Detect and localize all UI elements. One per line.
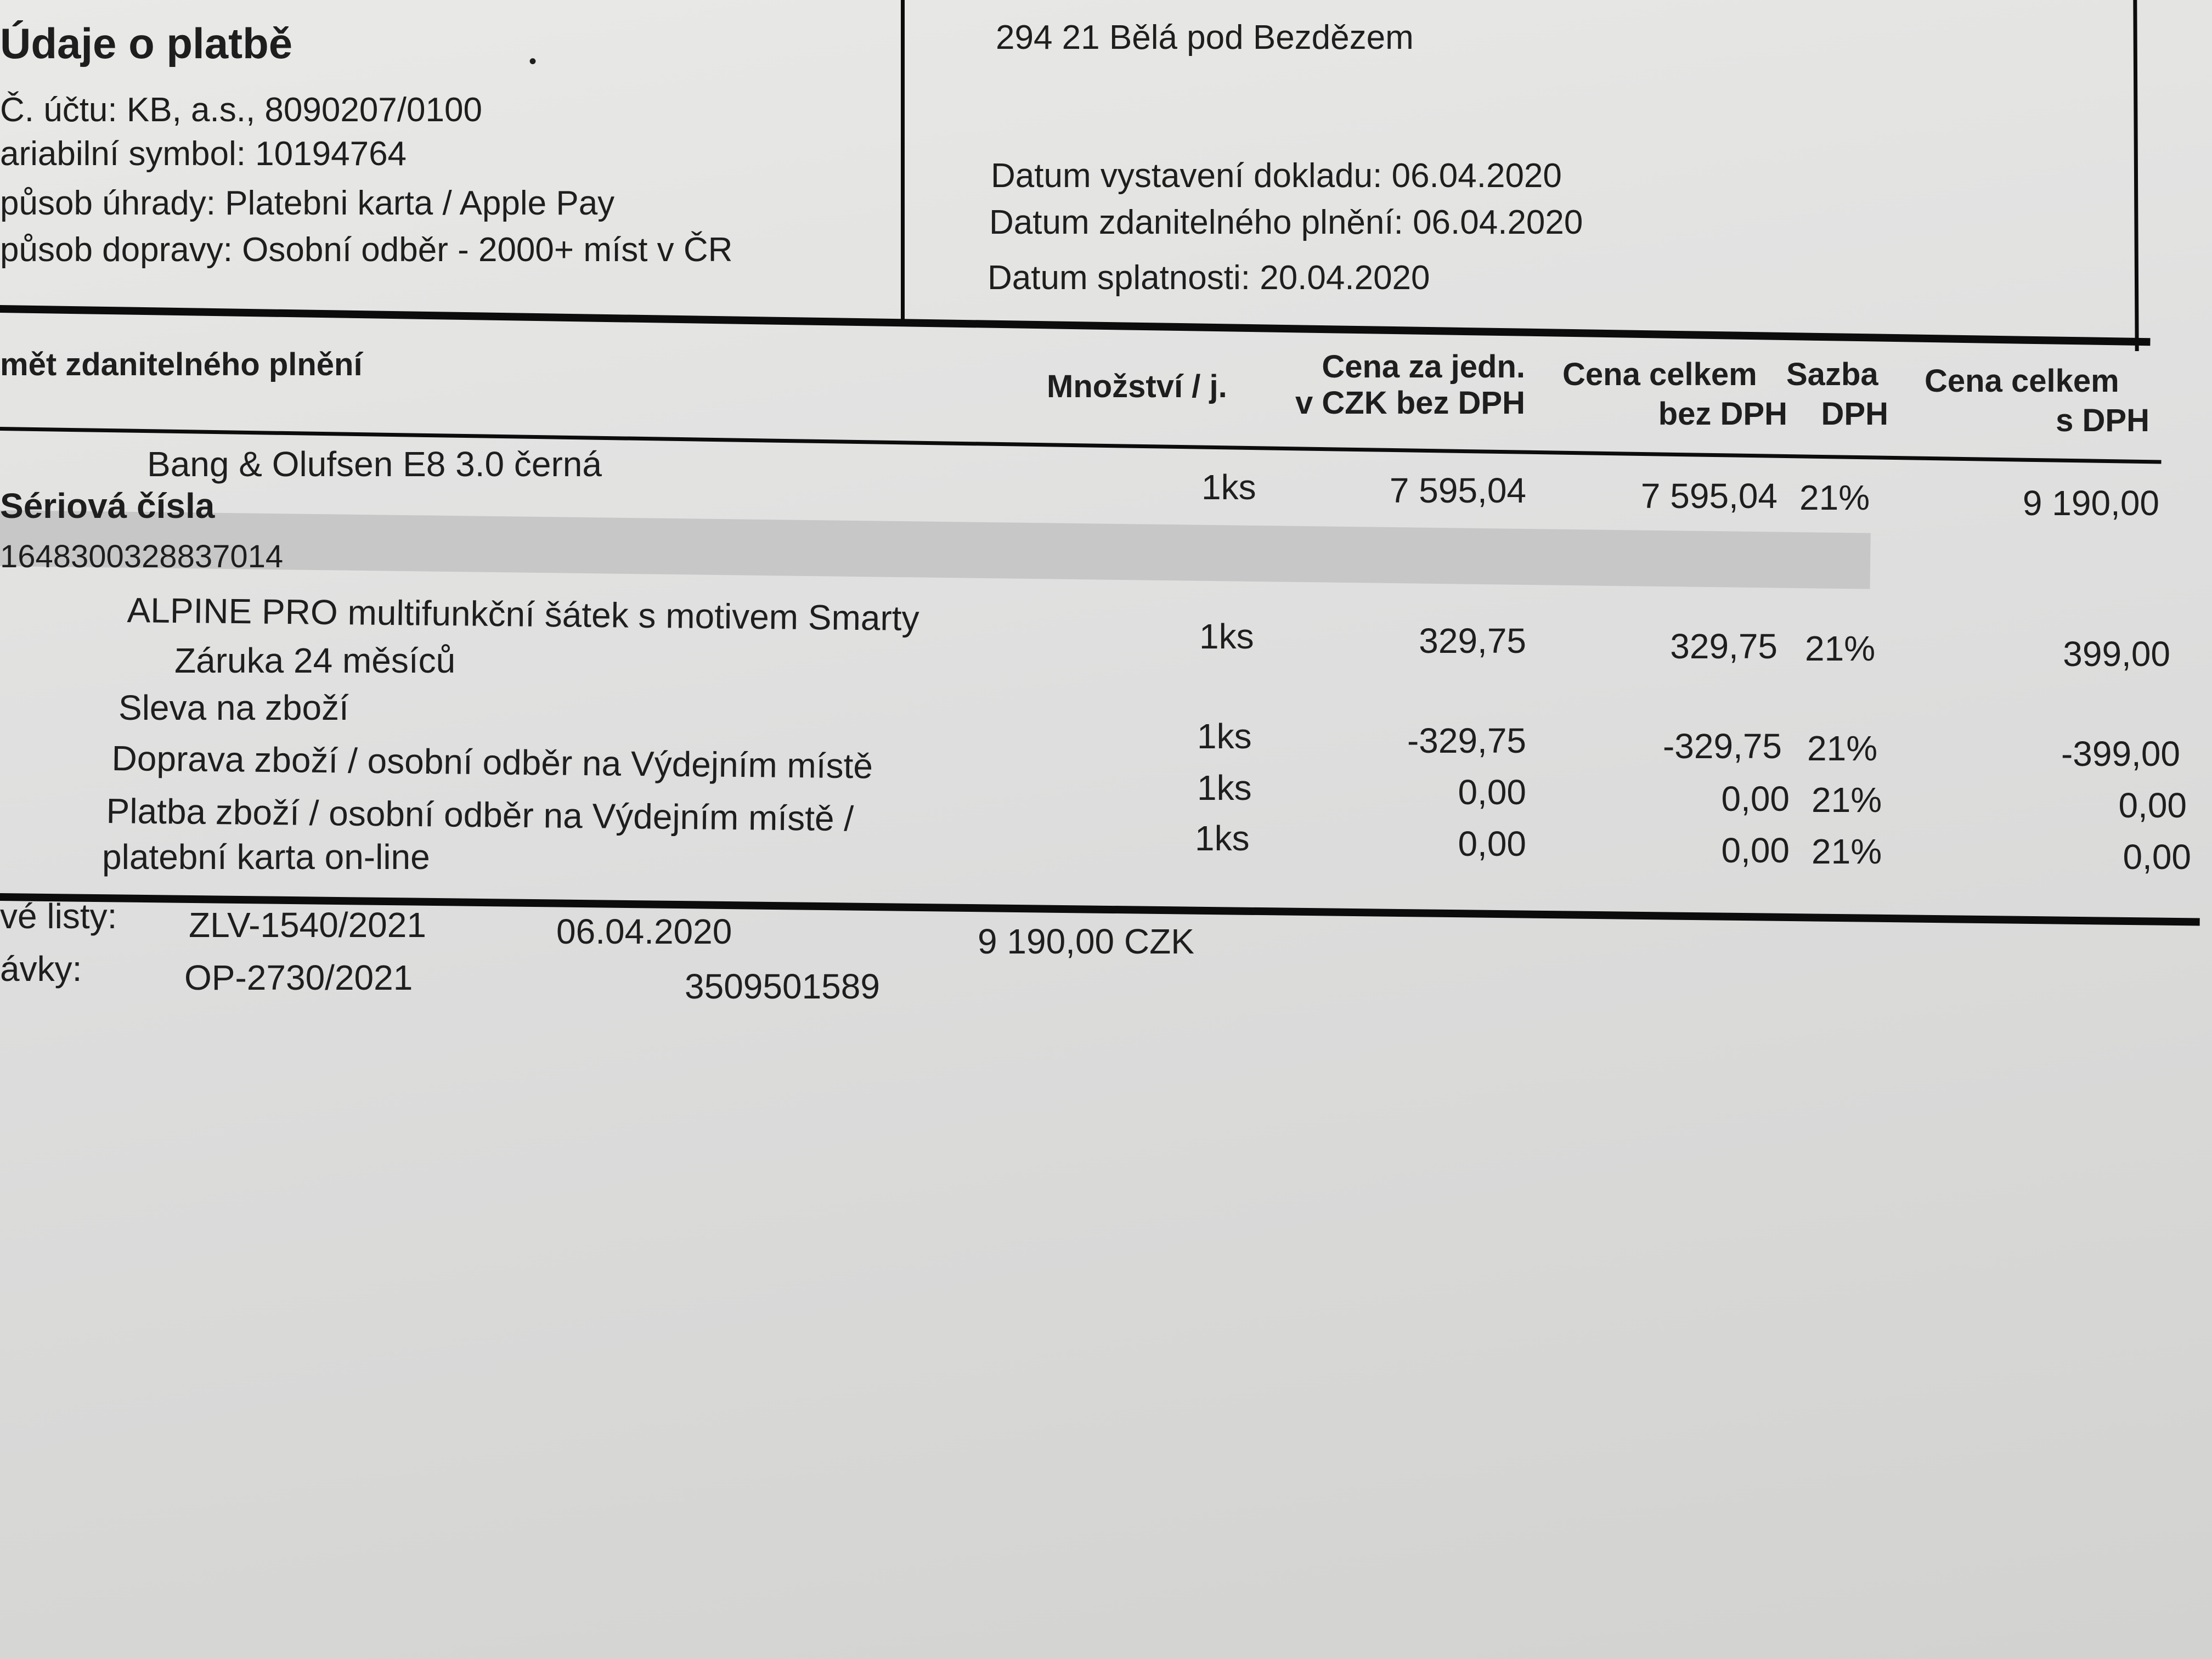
address-city: 294 21 Bělá pod Bezdězem	[996, 19, 1414, 57]
delivery-note-amount: 9 190,00 CZK	[978, 922, 1194, 961]
order-reference: 3509501589	[685, 967, 880, 1006]
row-3-qty: 1ks	[1197, 768, 1252, 808]
row-1-qty: 1ks	[1199, 617, 1254, 656]
row-1-total-incl: 399,00	[2063, 634, 2170, 674]
row-0-total-incl: 9 190,00	[2022, 483, 2159, 523]
serial-label: Sériová čísla	[0, 486, 215, 526]
row-2-total-incl: -399,00	[2061, 734, 2180, 774]
warranty-note: Záruka 24 měsíců	[174, 641, 456, 680]
row-0-vat: 21%	[1799, 478, 1870, 517]
delivery-note-date: 06.04.2020	[556, 912, 732, 951]
row-2-vat: 21%	[1807, 729, 1878, 768]
row-3-name: Doprava zboží / osobní odběr na Výdejním místě	[111, 738, 873, 786]
header-total-incl-line2: s DPH	[2056, 403, 2149, 438]
row-2-qty: 1ks	[1197, 716, 1252, 756]
row-4-unit-price: 0,00	[1458, 824, 1526, 864]
date-due: Datum splatnosti: 20.04.2020	[988, 259, 1430, 297]
payment-title: Údaje o platbě	[0, 19, 293, 67]
header-bottom-rule	[0, 305, 2151, 346]
header-unit-price-line2: v CZK bez DPH	[1295, 385, 1525, 421]
header-right-border	[2133, 0, 2138, 351]
row-2-name: Sleva na zboží	[119, 688, 349, 727]
header-total-incl-line1: Cena celkem	[1925, 363, 2119, 399]
row-1-vat: 21%	[1805, 629, 1876, 668]
header-unit-price-line1: Cena za jedn.	[1322, 349, 1525, 385]
delivery-method: působ dopravy: Osobní odběr - 2000+ míst v ČR	[0, 231, 733, 269]
row-4-name-line2: platební karta on-line	[102, 837, 430, 877]
order-label: ávky:	[0, 949, 82, 989]
row-0-total-excl: 7 595,04	[1640, 476, 1778, 516]
delivery-note-number: ZLV-1540/2021	[189, 905, 426, 945]
row-4-total-excl: 0,00	[1721, 831, 1790, 870]
date-issued: Datum vystavení dokladu: 06.04.2020	[991, 157, 1562, 195]
row-4-name: Platba zboží / osobní odběr na Výdejním místě /	[106, 791, 854, 839]
variable-symbol: ariabilní symbol: 10194764	[0, 135, 407, 173]
row-3-vat: 21%	[1812, 780, 1882, 820]
row-0-qty: 1ks	[1201, 467, 1256, 507]
order-number: OP-2730/2021	[184, 958, 413, 997]
decorative-dot: •	[529, 49, 537, 74]
header-vat-rate-line2: DPH	[1821, 396, 1888, 432]
row-4-qty: 1ks	[1195, 819, 1250, 858]
row-3-total-excl: 0,00	[1721, 779, 1790, 819]
bank-account: Č. účtu: KB, a.s., 8090207/0100	[0, 91, 482, 129]
row-0-unit-price: 7 595,04	[1389, 471, 1526, 510]
row-2-unit-price: -329,75	[1407, 721, 1526, 760]
row-1-total-excl: 329,75	[1670, 627, 1778, 666]
row-0-name: Bang & Olufsen E8 3.0 černá	[147, 444, 602, 484]
serial-number: 1648300328837014	[0, 539, 284, 574]
header-vat-rate-line1: Sazba	[1786, 357, 1878, 392]
payment-method: působ úhrady: Platebni karta / Apple Pay	[0, 184, 615, 222]
header-total-excl-line1: Cena celkem	[1562, 357, 1757, 392]
row-1-name: ALPINE PRO multifunkční šátek s motivem Smarty	[127, 590, 919, 639]
header-quantity: Množství / j.	[1047, 369, 1227, 404]
date-taxable: Datum zdanitelného plnění: 06.04.2020	[989, 204, 1583, 241]
header-subject: mět zdanitelného plnění	[0, 347, 363, 382]
header-vertical-divider	[901, 0, 905, 321]
row-2-total-excl: -329,75	[1662, 726, 1782, 766]
row-3-total-incl: 0,00	[2118, 786, 2187, 825]
row-4-total-incl: 0,00	[2123, 837, 2191, 877]
header-total-excl-line2: bez DPH	[1658, 396, 1787, 432]
row-3-unit-price: 0,00	[1458, 772, 1526, 812]
delivery-note-label: vé listy:	[0, 896, 117, 936]
row-1-unit-price: 329,75	[1419, 621, 1526, 661]
row-4-vat: 21%	[1812, 832, 1882, 871]
